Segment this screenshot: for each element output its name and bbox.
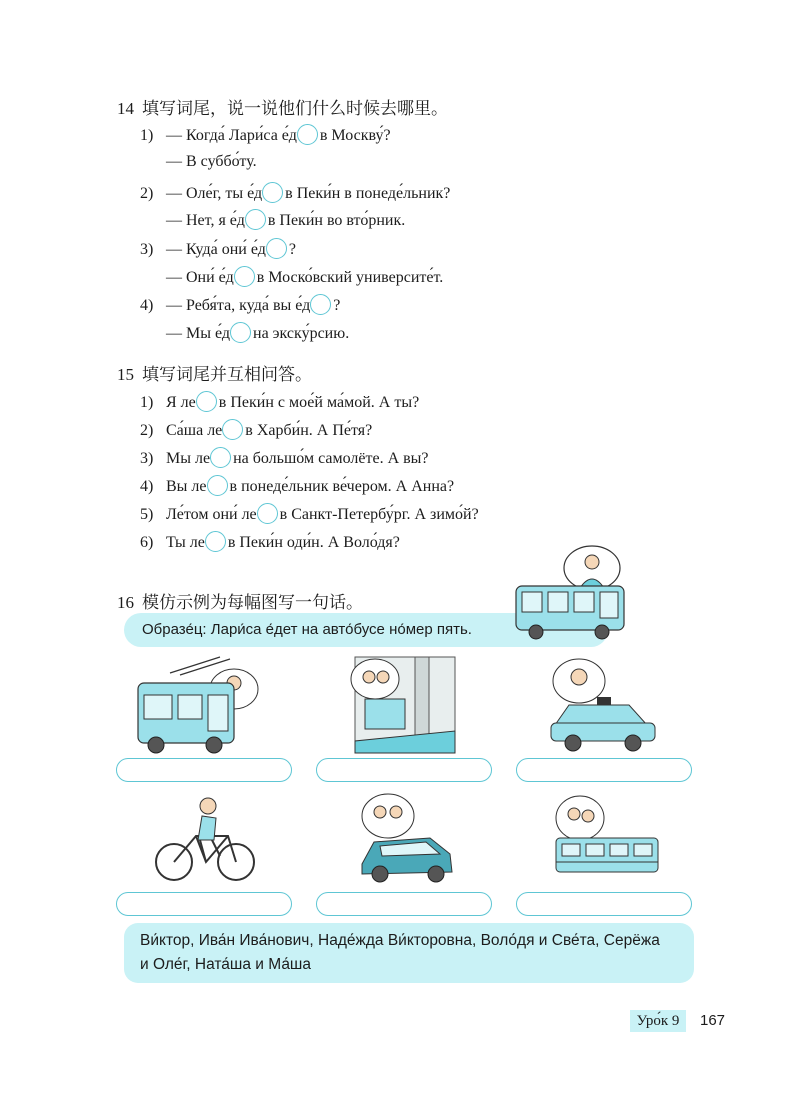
exercise-14-title: 填写词尾，说一说他们什么时候去哪里。 (142, 99, 448, 119)
answer-field-4[interactable] (116, 892, 292, 916)
ex14-item-3-reply: — Они́ е́д в Моско́вский университе́т. (166, 268, 443, 288)
bus-illustration (508, 544, 632, 642)
names-box (124, 923, 694, 983)
ending-blank[interactable] (234, 266, 255, 287)
ex15-item-4: 4) Вы ле в понеде́льник ве́чером. А Анна? (140, 477, 454, 497)
ex15-item-3: 3) Мы ле на большо́м самолёте. А вы? (140, 449, 429, 469)
ending-blank[interactable] (262, 182, 283, 203)
ex14-item-2-reply: — Нет, я е́д в Пеки́н во вто́рник. (166, 211, 405, 231)
ex15-item-6: 6) Ты ле в Пеки́н оди́н. А Воло́дя? (140, 533, 400, 553)
taxi-illustration (545, 655, 665, 755)
ending-blank[interactable] (266, 238, 287, 259)
ending-blank[interactable] (257, 503, 278, 524)
ending-blank[interactable] (310, 294, 331, 315)
answer-field-6[interactable] (516, 892, 692, 916)
ending-blank[interactable] (196, 391, 217, 412)
ex14-item-4-question: 4) — Ребя́та, куда́ вы е́д ? (140, 296, 340, 316)
ex14-item-4-reply: — Мы е́д на экску́рсию. (166, 324, 349, 344)
exercise-16-number: 16 (117, 593, 134, 612)
exercise-15-heading (117, 360, 312, 385)
ending-blank[interactable] (222, 419, 243, 440)
names-line-1: Ви́ктор, Ива́н Ива́нович, Наде́жда Ви́кторовна, Воло́дя и Све́та, Серёжа (140, 932, 660, 949)
page-number: 167 (700, 1012, 726, 1029)
car-illustration (352, 790, 462, 886)
exercise-14-heading (117, 94, 448, 119)
ex15-item-2: 2) Са́ша ле в Харби́н. А Пе́тя? (140, 421, 372, 441)
exercise-16-title: 模仿示例为每幅图写一句话。 (142, 593, 363, 613)
ending-blank[interactable] (245, 209, 266, 230)
answer-field-2[interactable] (316, 758, 492, 782)
ex14-item-3-question: 3) — Куда́ они́ е́д ? (140, 240, 296, 260)
lesson-label: Уро́к 9 (630, 1010, 686, 1032)
ex14-item-1-question: 1) — Когда́ Лари́са е́д в Москву́? (140, 126, 391, 146)
train-illustration (552, 790, 662, 886)
ex15-item-1: 1) Я ле в Пеки́н с мое́й ма́мой. А ты? (140, 393, 419, 413)
answer-field-1[interactable] (116, 758, 292, 782)
trolleybus-illustration (130, 655, 270, 755)
ending-blank[interactable] (230, 322, 251, 343)
exercise-16-heading (117, 588, 363, 613)
ending-blank[interactable] (207, 475, 228, 496)
names-line-2: и Оле́г, Ната́ша и Ма́ша (140, 956, 311, 973)
ending-blank[interactable] (205, 531, 226, 552)
ex14-item-2-question: 2) — Оле́г, ты е́д в Пеки́н в понеде́льник? (140, 184, 450, 204)
answer-field-5[interactable] (316, 892, 492, 916)
bicycle-illustration (150, 796, 260, 886)
exercise-14-number: 14 (117, 99, 134, 118)
answer-field-3[interactable] (516, 758, 692, 782)
ex14-item-1-reply: — В суббо́ту. (166, 153, 257, 170)
metro-illustration (345, 655, 457, 755)
example-sentence-box: Образе́ц: Лари́са е́дет на авто́бусе но́мер пять. (124, 613, 608, 647)
exercise-15-title: 填写词尾并互相问答。 (142, 365, 312, 385)
ending-blank[interactable] (210, 447, 231, 468)
ex15-item-5: 5) Ле́том они́ ле в Санкт-Петербу́рг. А зимо́й? (140, 505, 479, 525)
exercise-15-number: 15 (117, 365, 134, 384)
ending-blank[interactable] (297, 124, 318, 145)
